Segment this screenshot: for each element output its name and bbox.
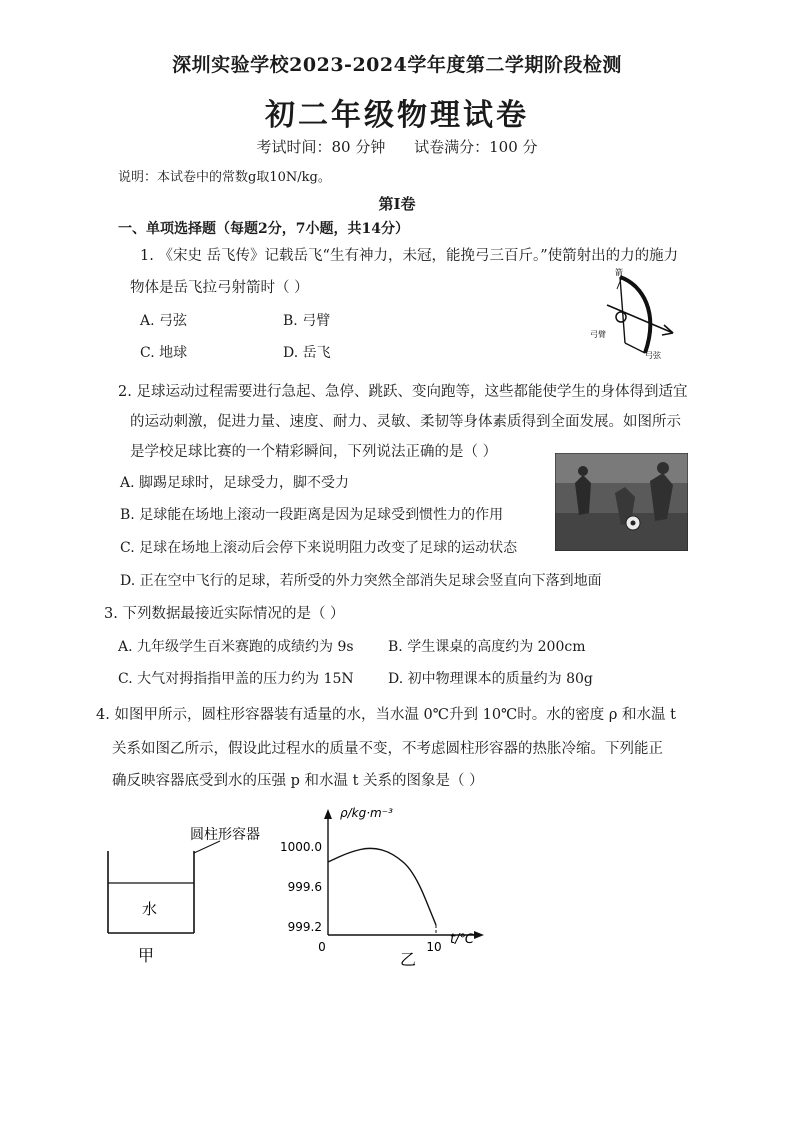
bow-arm-label: 弓臂: [590, 330, 606, 339]
q2-option-b: B. 足球能在场地上滚动一段距离是因为足球受到惯性力的作用: [120, 507, 504, 523]
q3-stem: 3. 下列数据最接近实际情况的是（ ）: [104, 606, 345, 622]
y-tick-label: 999.2: [287, 920, 322, 934]
q3-option-b: B. 学生课桌的高度约为 200cm: [388, 639, 586, 655]
q2-stem-line1: 2. 足球运动过程需要进行急起、急停、跳跃、变向跑等，这些都能使学生的身体得到适宜: [118, 384, 688, 400]
q1-option-d: D. 岳飞: [283, 345, 331, 361]
y-axis-label: ρ/kg·m⁻³: [340, 806, 393, 820]
density-curve: [328, 848, 436, 925]
figure-jia-label: 甲: [138, 946, 155, 965]
q3-option-a: A. 九年级学生百米赛跑的成绩约为 9s: [118, 639, 354, 655]
exam-info: [0, 136, 794, 157]
q2-option-d: D. 正在空中飞行的足球，若所受的外力突然全部消失足球会竖直向下落到地面: [120, 573, 602, 589]
arrow-label: 箭: [615, 268, 623, 277]
q1-option-a: A. 弓弦: [140, 313, 188, 329]
exam-title: 初二年级物理试卷: [265, 98, 529, 133]
q2-option-c: C. 足球在场地上滚动后会停下来说明阻力改变了足球的运动状态: [120, 540, 518, 556]
y-tick-label: 1000.0: [280, 840, 322, 854]
q1-stem-line2: 物体是岳飞拉弓射箭时（ ）: [130, 280, 309, 296]
q3-option-c: C. 大气对拇指指甲盖的压力约为 15N: [118, 671, 354, 687]
y-tick-label: 999.6: [287, 880, 322, 894]
x-tick-label: 10: [426, 940, 442, 954]
q4-stem-line2: 关系如图乙所示，假设此过程水的质量不变，不考虑圆柱形容器的热胀冷缩。下列能正: [112, 741, 663, 757]
exam-school-header: 深圳实验学校2023-2024学年度第二学期阶段检测: [172, 54, 622, 76]
x-tick-label: 0: [318, 940, 326, 954]
football-photo: [555, 453, 688, 551]
volume-heading: 第Ⅰ卷: [378, 195, 416, 213]
container-label: 圆柱形容器: [190, 827, 260, 843]
q2-stem-line3: 是学校足球比赛的一个精彩瞬间，下列说法正确的是（ ）: [130, 444, 498, 460]
figure-yi-label: 乙: [400, 950, 417, 969]
q3-option-d: D. 初中物理课本的质量约为 80g: [388, 671, 593, 687]
section-heading: 一、单项选择题（每题2分，7小题，共14分）: [118, 221, 409, 237]
q4-stem-line3: 确反映容器底受到水的压强 p 和水温 t 关系的图象是（ ）: [112, 773, 484, 789]
water-label: 水: [142, 900, 158, 918]
q4-stem-line1: 4. 如图甲所示，圆柱形容器装有适量的水，当水温 0℃升到 10℃时。水的密度 ρ 和水温 t: [96, 707, 676, 723]
q2-stem-line2: 的运动刺激，促进力量、速度、耐力、灵敏、柔韧等身体素质得到全面发展。如图所示: [130, 414, 681, 430]
x-axis-label: t/℃: [450, 932, 475, 947]
q1-stem-line1: 1. 《宋史 岳飞传》记载岳飞“生有神力，未冠，能挽弓三百斤。”使箭射出的力的施力: [140, 248, 679, 264]
bow-string-label: 弓弦: [645, 351, 661, 360]
exam-note: 说明：本试卷中的常数g取10N/kg。: [118, 170, 331, 185]
bow-arrow-figure: [585, 265, 690, 365]
container-figure: [100, 815, 280, 965]
q1-option-c: C. 地球: [140, 345, 188, 361]
full-score: 试卷满分：100 分: [414, 138, 538, 156]
exam-time: 考试时间：80 分钟: [256, 138, 386, 156]
q2-option-a: A. 脚踢足球时，足球受力，脚不受力: [120, 475, 350, 491]
density-chart: [280, 795, 500, 970]
q1-option-b: B. 弓臂: [283, 313, 331, 329]
